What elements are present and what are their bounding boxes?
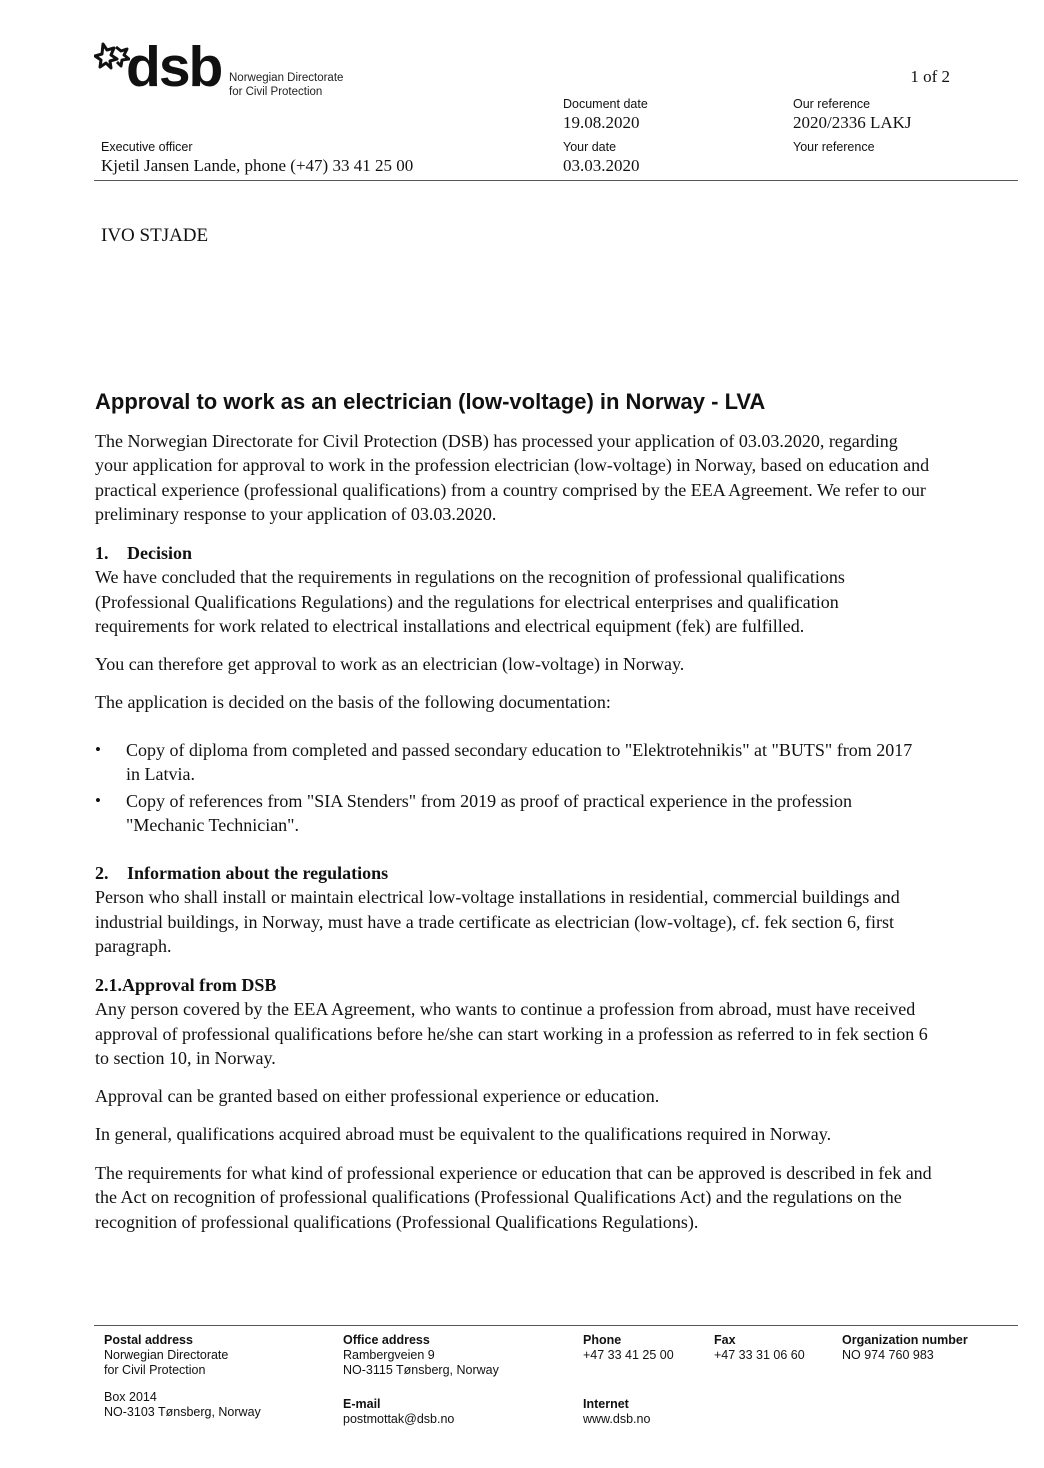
list-item: • Copy of references from "SIA Stenders" from 2019 as proof of practical experience in the profession "Mechanic Technician". [95, 790, 852, 835]
footer-internet: Internet www.dsb.no [583, 1397, 651, 1426]
email-link[interactable]: postmottak@dsb.no [343, 1412, 455, 1426]
our-reference-label: Our reference [793, 97, 871, 111]
your-date: 03.03.2020 [563, 156, 640, 175]
footer-fax: Fax +47 33 31 06 60 [714, 1333, 805, 1362]
logo-wordmark: dsb [126, 35, 222, 99]
executive-officer-label: Executive officer [101, 140, 193, 154]
letter-title: Approval to work as an electrician (low-voltage) in Norway - LVA [95, 389, 766, 414]
logo-subtitle: Norwegian Directorate for Civil Protection [229, 72, 344, 98]
dsb-logo [94, 35, 364, 102]
approval-paragraph-4: The requirements for what kind of professional experience or education that can be approved is described in fek and the Act on recognition of professional qualifications (Professional Qualifications Act) and the regulations on the recognition of professional qualifications (Professional Qualifications Regulations). [95, 1163, 932, 1232]
section-heading-decision: 1. Decision [95, 543, 192, 563]
executive-officer: Kjetil Jansen Lande, phone (+47) 33 41 25 00 [101, 156, 414, 175]
dsb-star-icon [94, 42, 130, 76]
page-number: 1 of 2 [910, 67, 950, 86]
decision-paragraph-2: You can therefore get approval to work as an electrician (low-voltage) in Norway. [95, 654, 685, 674]
section-decision [95, 541, 935, 638]
bullet-icon: • [95, 740, 101, 759]
footer-postal-address: Postal address Norwegian Directorate for Civil Protection [104, 1333, 229, 1377]
website-link[interactable]: www.dsb.no [583, 1412, 651, 1426]
footer-box-address: Box 2014 NO-3103 Tønsberg, Norway [104, 1390, 261, 1419]
footer-organization-number: Organization number NO 974 760 983 [842, 1333, 968, 1362]
footer-email: E-mail postmottak@dsb.no [343, 1397, 455, 1426]
document-date-label: Document date [563, 97, 648, 111]
decision-paragraph-1: We have concluded that the requirements in regulations on the recognition of professional qualifications (Professional Qualifications Regulations) and the regulations for electrical enterprises and qualification requirements for work related to electrical installations and electrical equipment (fek) are fulfilled. [95, 567, 845, 636]
documentation-list [95, 738, 925, 837]
header-divider [94, 180, 1018, 181]
section-regulations [95, 861, 935, 958]
list-item: • Copy of diploma from completed and passed secondary education to "Elektrotehnikis" at "BUTS" from 2017 in Latvia. [95, 740, 913, 785]
approval-paragraph-2: Approval can be granted based on either professional experience or education. [95, 1086, 660, 1106]
bullet-icon: • [95, 790, 101, 810]
regulations-paragraph-1: Person who shall install or maintain electrical low-voltage installations in residential, commercial buildings and industrial buildings, in Norway, must have a trade certificate as electrician (low-voltage), cf. fek section 6, first paragraph. [95, 887, 900, 956]
approval-paragraph-3: In general, qualifications acquired abroad must be equivalent to the qualifications required in Norway. [95, 1124, 832, 1144]
your-date-label: Your date [563, 140, 617, 154]
footer-phone: Phone +47 33 41 25 00 [583, 1333, 674, 1362]
document-date: 19.08.2020 [563, 113, 640, 132]
section-heading-approval: 2.1.Approval from DSB [95, 975, 277, 995]
recipient-name: IVO STJADE [101, 225, 209, 246]
footer-office-address: Office address Rambergveien 9 NO-3115 Tønsberg, Norway [343, 1333, 499, 1377]
footer-divider [94, 1325, 1018, 1326]
our-reference: 2020/2336 LAKJ [793, 113, 912, 132]
approval-paragraph-1: Any person covered by the EEA Agreement, who wants to continue a profession from abroad, must have received approval of professional qualifications before he/she can start working in a profession as referred to in fek section 6 to section 10, in Norway. [95, 999, 928, 1068]
decision-paragraph-3: The application is decided on the basis of the following documentation: [95, 692, 611, 712]
section-approval [95, 973, 935, 1070]
section-heading-regulations: 2. Information about the regulations [95, 863, 389, 883]
your-reference-label: Your reference [793, 140, 875, 154]
intro-paragraph: The Norwegian Directorate for Civil Protection (DSB) has processed your application of 03.03.2020, regarding your application for approval to work in the profession electrician (low-voltage) in Norway, based on education and practical experience (professional qualifications) from a country comprised by the EEA Agreement. We refer to our preliminary response to your application of 03.03.2020. [95, 431, 930, 524]
